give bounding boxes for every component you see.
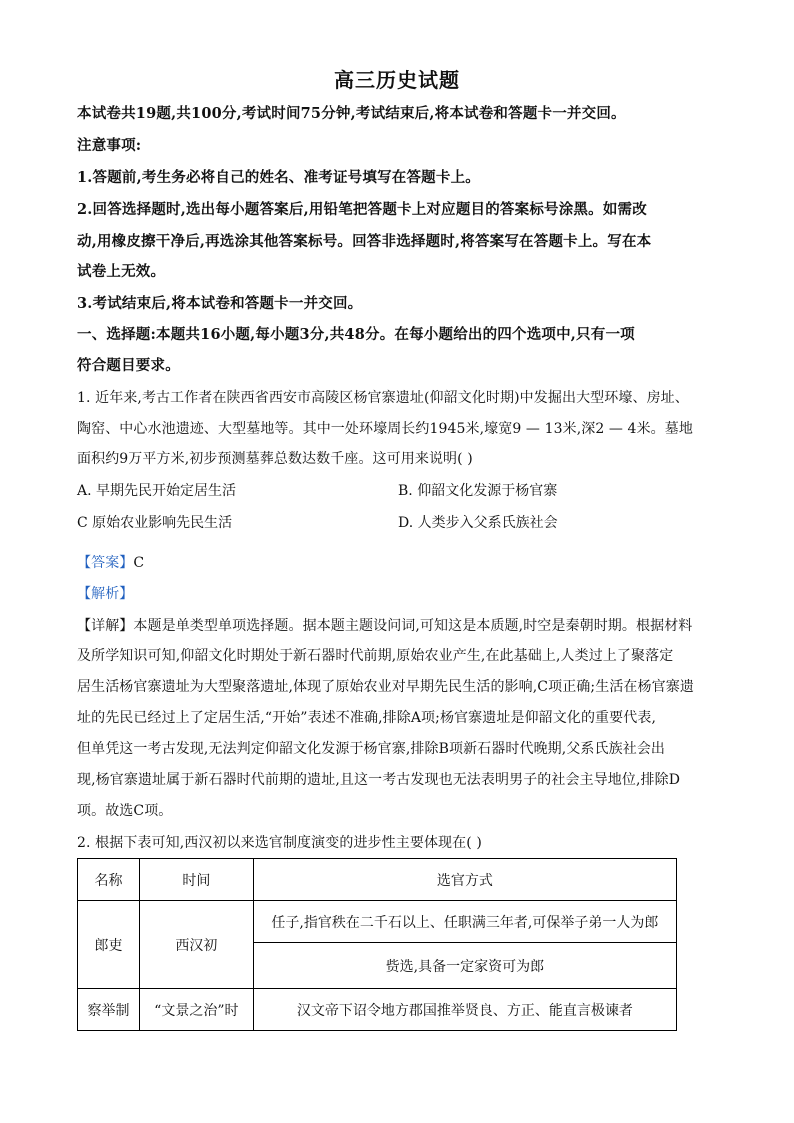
detail-line: 址的先民已经过上了定居生活,“开始”表述不准确,排除A项;杨官寨遗址是仰韶文化的重要代表, xyxy=(77,710,656,726)
table-header-row xyxy=(78,859,677,901)
table-cell-method: 任子,指官秩在二千石以上、任职满三年者,可保举子弟一人为郎 xyxy=(253,901,676,943)
notice-line: 3.考试结束后,将本试卷和答题卡一并交回。 xyxy=(77,295,363,312)
detail-line: 现,杨官寨遗址属于新石器时代前期的遗址,且这一考古发现也无法表明男子的社会主导地位,排除D xyxy=(77,772,681,788)
q1-stem-line: 陶窑、中心水池遗迹、大型墓地等。其中一处环壕周长约1945米,壕宽9 — 13米,深2 — 4米。墓地 xyxy=(77,421,693,437)
notice-heading: 注意事项: xyxy=(77,137,142,154)
table-header-cell: 选官方式 xyxy=(253,859,676,901)
q1-stem-line: 面积约9万平方米,初步预测墓葬总数达数千座。这可用来说明( ) xyxy=(77,451,473,467)
answer-value: C xyxy=(133,555,145,571)
table-cell-name: 郎吏 xyxy=(78,901,140,989)
q1-stem-line: 1. 近年来,考古工作者在陕西省西安市高陵区杨官寨遗址(仰韶文化时期)中发掘出大型环壕、房址、 xyxy=(77,390,689,406)
detail-line: 【详解】本题是单类型单项选择题。据本题主题设问词,可知这是本质题,时空是秦朝时期。根据材料 xyxy=(77,618,693,634)
detail-line: 项。故选C项。 xyxy=(77,803,173,819)
table-cell-time: 西汉初 xyxy=(139,901,253,989)
table-cell-method: 汉文帝下诏令地方郡国推举贤良、方正、能直言极谏者 xyxy=(253,989,676,1031)
selection-system-table xyxy=(77,858,677,1031)
section-heading: 一、选择题:本题共16小题,每小题3分,共48分。在每小题给出的四个选项中,只有一项 xyxy=(77,326,635,343)
notice-line: 2.回答选择题时,选出每小题答案后,用铅笔把答题卡上对应题目的答案标号涂黑。如需改 xyxy=(77,201,647,218)
section-heading: 符合题目要求。 xyxy=(77,357,180,374)
q1-option-a: A. 早期先民开始定居生活 xyxy=(77,483,237,499)
table-cell-method: 赀选,具备一定家资可为郎 xyxy=(253,943,676,989)
q1-answer xyxy=(77,552,144,572)
table-header-cell: 名称 xyxy=(78,859,140,901)
notice-line: 试卷上无效。 xyxy=(77,263,166,280)
q1-option-d: D. 人类步入父系氏族社会 xyxy=(398,515,558,531)
table-cell-time: “文景之治”时 xyxy=(139,989,253,1031)
q2-stem: 2. 根据下表可知,西汉初以来选官制度演变的进步性主要体现在( ) xyxy=(77,835,482,851)
q1-option-c: C 原始农业影响先民生活 xyxy=(77,515,233,531)
q1-option-b: B. 仰韶文化发源于杨官寨 xyxy=(398,483,558,499)
page-title: 高三历史试题 xyxy=(334,68,460,92)
detail-line: 但单凭这一考古发现,无法判定仰韶文化发源于杨官寨,排除B项新石器时代晚期,父系氏族社会出 xyxy=(77,741,666,757)
answer-label: 【答案】 xyxy=(77,555,134,571)
notice-line: 动,用橡皮擦干净后,再选涂其他答案标号。回答非选择题时,将答案写在答题卡上。写在本 xyxy=(77,233,652,250)
exam-intro: 本试卷共19题,共100分,考试时间75分钟,考试结束后,将本试卷和答题卡一并交回。 xyxy=(77,105,626,122)
detail-line: 及所学知识可知,仰韶文化时期处于新石器时代前期,原始农业产生,在此基础上,人类过上了聚落定 xyxy=(77,648,674,664)
table-row xyxy=(78,989,677,1031)
table-cell-name: 察举制 xyxy=(78,989,140,1031)
analysis-label: 【解析】 xyxy=(77,586,134,602)
detail-line: 居生活杨官寨遗址为大型聚落遗址,体现了原始农业对早期先民生活的影响,C项正确;生活在杨官寨遗 xyxy=(77,679,694,695)
table-row xyxy=(78,901,677,943)
notice-line: 1.答题前,考生务必将自己的姓名、准考证号填写在答题卡上。 xyxy=(77,169,480,186)
table-header-cell: 时间 xyxy=(139,859,253,901)
